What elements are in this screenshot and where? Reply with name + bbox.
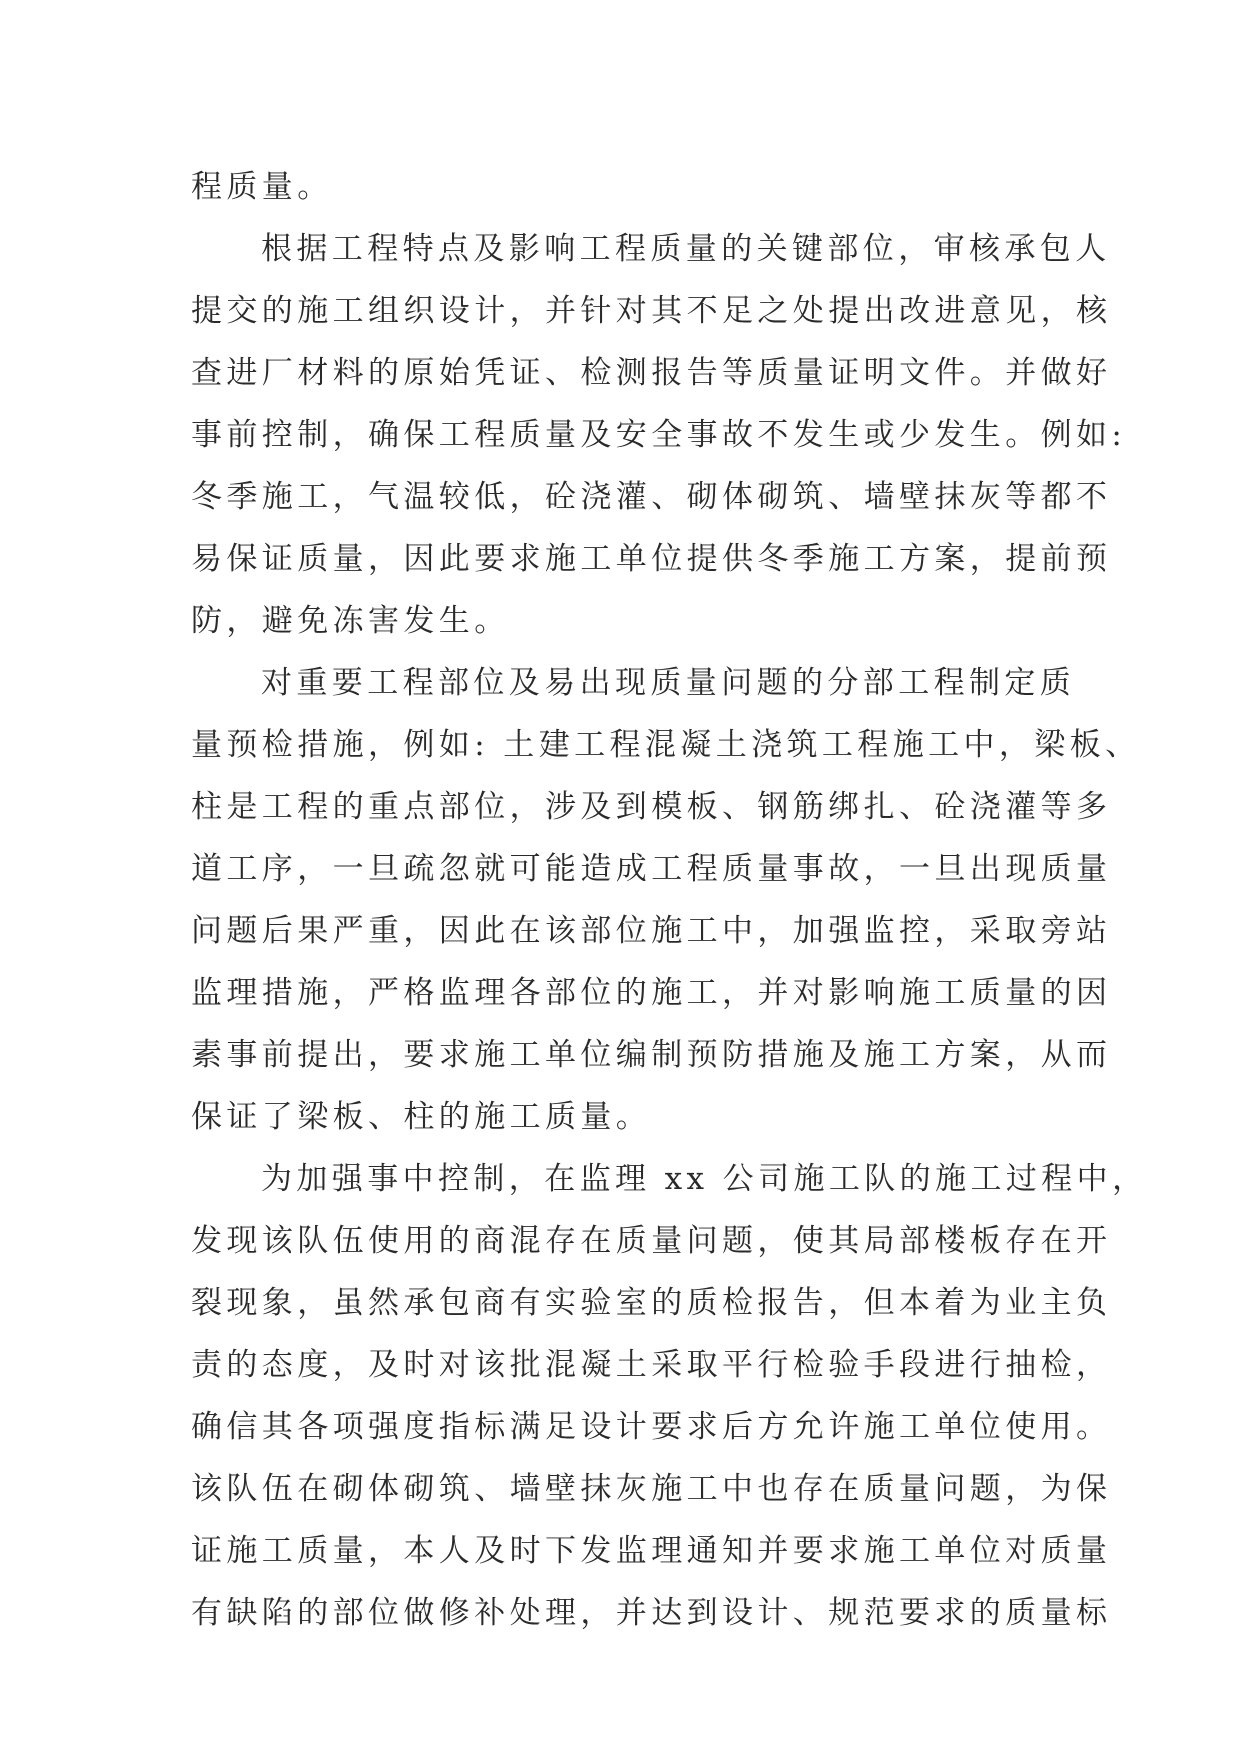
text-line: 监理措施，严格监理各部位的施工，并对影响施工质量的因: [191, 975, 1112, 1011]
text-line: 事前控制，确保工程质量及安全事故不发生或少发生。例如:: [191, 417, 1127, 453]
text-line: 程质量。: [191, 169, 333, 205]
text-line: 柱是工程的重点部位，涉及到模板、钢筋绑扎、砼浇灌等多: [191, 789, 1112, 825]
text-line: 有缺陷的部位做修补处理，并达到设计、规范要求的质量标: [191, 1595, 1112, 1631]
text-line: 对重要工程部位及易出现质量问题的分部工程制定质: [261, 665, 1076, 701]
text-line: 确信其各项强度指标满足设计要求后方允许施工单位使用。: [191, 1409, 1112, 1445]
text-line: 道工序，一旦疏忽就可能造成工程质量事故，一旦出现质量: [191, 851, 1112, 887]
text-line: 查进厂材料的原始凭证、检测报告等质量证明文件。并做好: [191, 355, 1112, 391]
text-line: 提交的施工组织设计，并针对其不足之处提出改进意见，核: [191, 293, 1112, 329]
text-line: 防，避免冻害发生。: [191, 603, 510, 639]
text-line: 证施工质量，本人及时下发监理通知并要求施工单位对质量: [191, 1533, 1112, 1569]
text-line: 冬季施工，气温较低，砼浇灌、砌体砌筑、墙壁抹灰等都不: [191, 479, 1112, 515]
body-text: [191, 156, 1148, 1644]
text-line: 裂现象，虽然承包商有实验室的质检报告，但本着为业主负: [191, 1285, 1112, 1321]
text-line: 保证了梁板、柱的施工质量。: [191, 1099, 652, 1135]
text-line: 素事前提出，要求施工单位编制预防措施及施工方案，从而: [191, 1037, 1112, 1073]
text-line: 根据工程特点及影响工程质量的关键部位，审核承包人: [261, 231, 1111, 267]
text-line: 量预检措施，例如: 土建工程混凝土浇筑工程施工中，梁板、: [191, 727, 1141, 763]
text-line: 问题后果严重，因此在该部位施工中，加强监控，采取旁站: [191, 913, 1112, 949]
text-line: 责的态度，及时对该批混凝土采取平行检验手段进行抽检，: [191, 1347, 1112, 1383]
text-line: 该队伍在砌体砌筑、墙壁抹灰施工中也存在质量问题，为保: [191, 1471, 1112, 1507]
text-line: 发现该队伍使用的商混存在质量问题，使其局部楼板存在开: [191, 1223, 1112, 1259]
text-line: 易保证质量，因此要求施工单位提供冬季施工方案，提前预: [191, 541, 1112, 577]
text-line: 为加强事中控制，在监理 xx 公司施工队的施工过程中，: [261, 1161, 1148, 1197]
